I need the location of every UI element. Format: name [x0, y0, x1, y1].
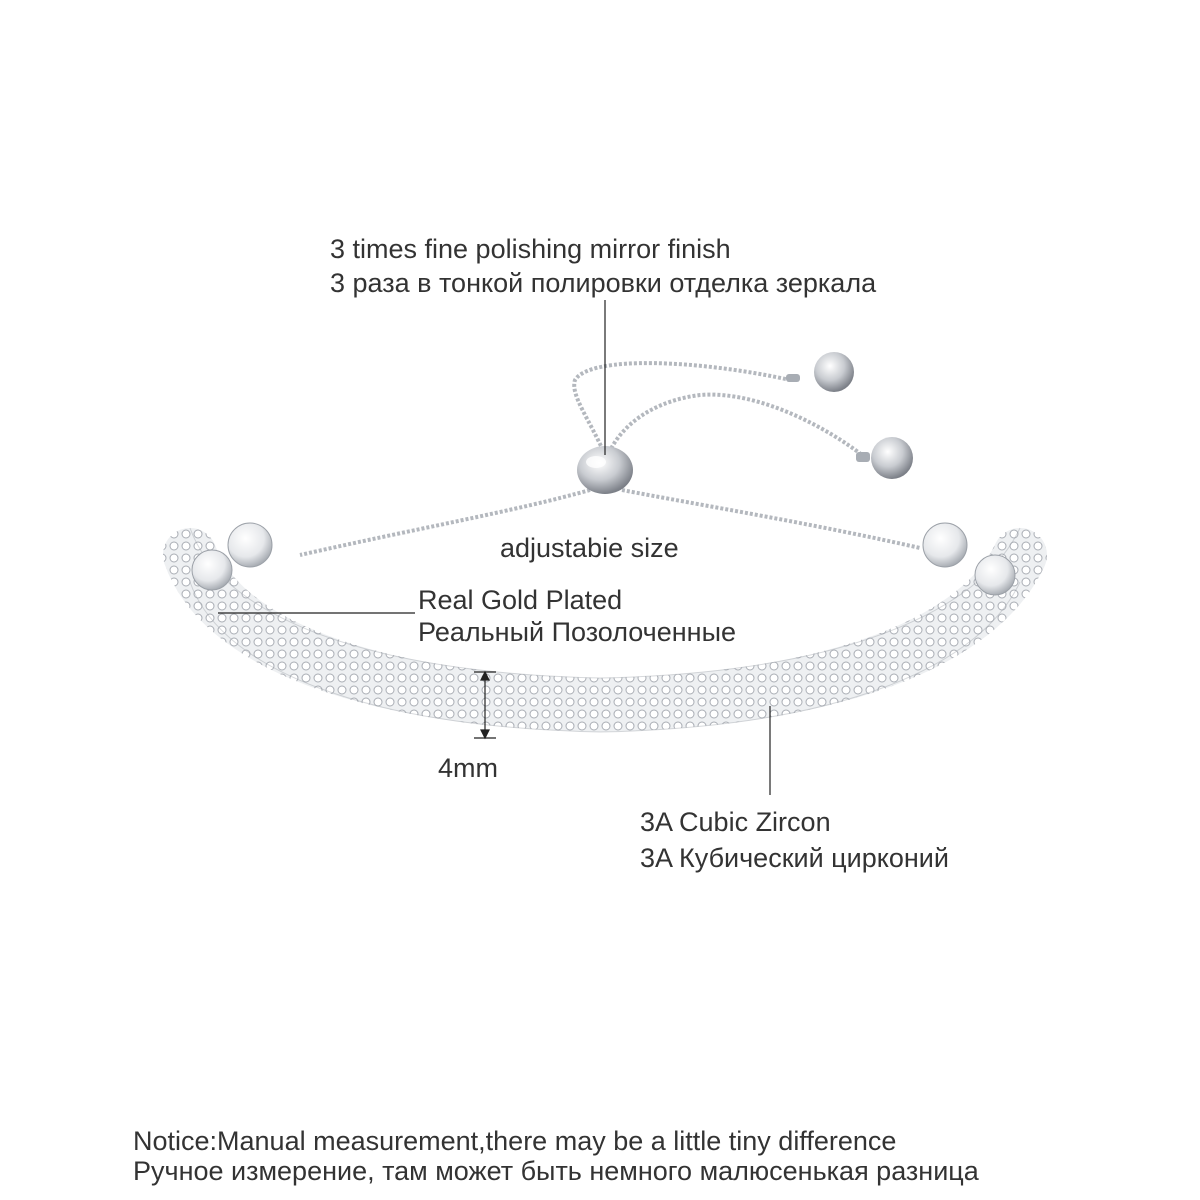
- gold-label-en: Real Gold Plated: [418, 585, 623, 615]
- notice-en: Notice:Manual measurement,there may be a little tiny difference: [133, 1126, 897, 1156]
- width-label: 4mm: [438, 753, 498, 783]
- gold-label-ru: Реальный Позолоченные: [418, 617, 737, 647]
- notice-ru: Ручное измерение, там может быть немного малюсенькая разница: [133, 1156, 979, 1186]
- zircon-label-ru: 3A Кубический цирконий: [640, 843, 949, 873]
- polish-label-ru: 3 раза в тонкой полировки отделка зеркала: [330, 268, 877, 298]
- zircon-label-en: 3A Cubic Zircon: [640, 807, 831, 837]
- end-ball-bottom: [856, 437, 913, 479]
- polish-label-en: 3 times fine polishing mirror finish: [330, 234, 731, 264]
- end-ball-top: [786, 352, 854, 392]
- adjustable-label: adjustabie size: [500, 533, 679, 563]
